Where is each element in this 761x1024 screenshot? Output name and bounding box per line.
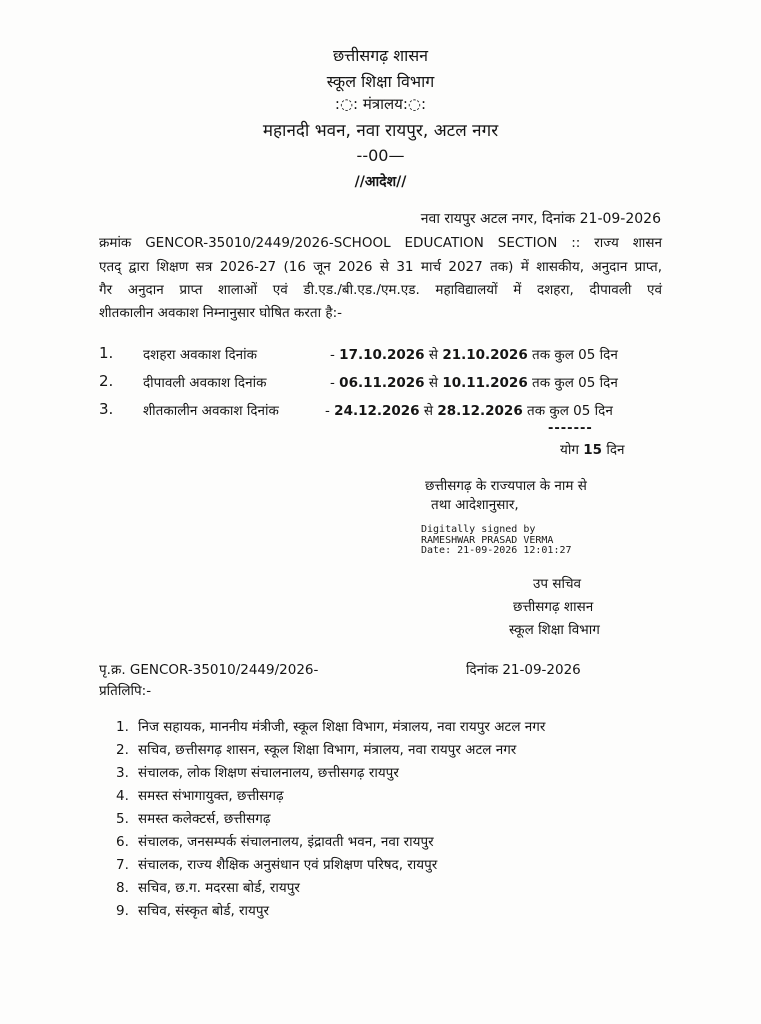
order-body-line-1: क्रमांक GENCOR-35010/2449/2026-SCHOOL EDUCATION SECTION :: राज्य शासन: [99, 235, 662, 251]
copy-item-number: 8.: [116, 880, 129, 896]
digital-signature-line-1: Digitally signed by: [421, 524, 536, 535]
copy-label: प्रतिलिपि:-: [99, 683, 152, 699]
copy-item-text: सचिव, छ.ग. मदरसा बोर्ड, रायपुर: [138, 880, 300, 896]
order-body-line-4: शीतकालीन अवकाश निम्नानुसार घोषित करता है:-: [99, 305, 343, 321]
holiday-dash: -: [330, 347, 335, 363]
copy-item-text: समस्त कलेक्टर्स, छत्तीसगढ़: [138, 811, 271, 827]
copy-item-number: 3.: [116, 765, 129, 781]
header-ministry: :◌: मंत्रालय:◌:: [334, 95, 427, 113]
holiday-total-days: तक कुल 05 दिन: [527, 403, 613, 419]
copy-item-number: 9.: [116, 903, 129, 919]
copy-item-text: संचालक, राज्य शैक्षिक अनुसंधान एवं प्रशिक्षण परिषद, रायपुर: [138, 857, 438, 873]
total-days: [560, 440, 625, 458]
signatory-department: स्कूल शिक्षा विभाग: [509, 622, 600, 638]
signatory-designation: उप सचिव: [533, 576, 582, 592]
order-body-line-3: गैर अनुदान प्राप्त शालाओं एवं डी.एड./बी.एड./एम.एड. महाविद्यालयों में दशहरा, दीपावली एवं: [99, 282, 662, 298]
endorsement-number: पृ.क्र. GENCOR-35010/2449/2026-: [99, 662, 319, 678]
digital-signature-line-3: Date: 21-09-2026 12:01:27: [421, 545, 572, 556]
holiday-number: 1.: [99, 344, 114, 362]
copy-list-item: [116, 832, 434, 850]
holiday-total-days: तक कुल 05 दिन: [532, 375, 618, 391]
copy-item-text: सचिव, छत्तीसगढ़ शासन, स्कूल शिक्षा विभाग, मंत्रालय, नवा रायपुर अटल नगर: [138, 742, 517, 758]
header-government: छत्तीसगढ़ शासन: [332, 46, 429, 65]
order-title: //आदेश//: [354, 174, 407, 190]
copy-list-item: [116, 809, 270, 827]
holiday-name: शीतकालीन अवकाश दिनांक: [143, 403, 279, 419]
holiday-to-date: 21.10.2026: [442, 347, 528, 363]
holiday-to-date: 10.11.2026: [442, 375, 528, 391]
total-label: योग: [560, 442, 579, 458]
copy-list-item: [116, 717, 545, 735]
holiday-dates: [330, 373, 618, 391]
holiday-number: 3.: [99, 400, 114, 418]
holiday-name: दीपावली अवकाश दिनांक: [143, 375, 267, 391]
total-value: 15: [583, 442, 603, 458]
copy-item-number: 5.: [116, 811, 129, 827]
copy-item-text: संचालक, लोक शिक्षण संचालनालय, छत्तीसगढ़ रायपुर: [138, 765, 399, 781]
total-unit: दिन: [606, 442, 625, 458]
copy-item-number: 4.: [116, 788, 129, 804]
header-separator: --00—: [356, 146, 405, 165]
place-date: नवा रायपुर अटल नगर, दिनांक 21-09-2026: [420, 211, 661, 227]
holiday-from-date: 24.12.2026: [334, 403, 420, 419]
digital-signature-line-2: RAMESHWAR PRASAD VERMA: [421, 535, 554, 546]
header-department: स्कूल शिक्षा विभाग: [326, 72, 435, 91]
signatory-government: छत्तीसगढ़ शासन: [513, 599, 594, 615]
copy-item-text: निज सहायक, माननीय मंत्रीजी, स्कूल शिक्षा विभाग, मंत्रालय, नवा रायपुर अटल नगर: [138, 719, 546, 735]
holiday-from-date: 06.11.2026: [339, 375, 425, 391]
endorsement-date: दिनांक 21-09-2026: [466, 662, 581, 678]
holiday-dates: [325, 401, 613, 419]
copy-item-number: 2.: [116, 742, 129, 758]
holiday-dash: -: [325, 403, 330, 419]
copy-item-number: 1.: [116, 719, 129, 735]
copy-item-text: समस्त संभागायुक्त, छत्तीसगढ़: [138, 788, 284, 804]
holiday-se: से: [428, 347, 439, 363]
copy-list-item: [116, 878, 300, 896]
copy-list-item: [116, 740, 516, 758]
copy-item-text: सचिव, संस्कृत बोर्ड, रायपुर: [138, 903, 270, 919]
copy-list-item: [116, 786, 284, 804]
holiday-total-days: तक कुल 05 दिन: [532, 347, 618, 363]
copy-list-item: [116, 901, 269, 919]
holiday-se: से: [428, 375, 439, 391]
copy-list-item: [116, 763, 399, 781]
authority-line-2: तथा आदेशानुसार,: [431, 497, 519, 513]
holiday-dash: -: [330, 375, 335, 391]
holiday-name: दशहरा अवकाश दिनांक: [143, 347, 258, 363]
authority-line-1: छत्तीसगढ़ के राज्यपाल के नाम से: [425, 478, 587, 494]
holiday-number: 2.: [99, 372, 114, 390]
holiday-dates: [330, 345, 618, 363]
holiday-from-date: 17.10.2026: [339, 347, 425, 363]
copy-item-number: 6.: [116, 834, 129, 850]
holiday-se: से: [423, 403, 434, 419]
header-address: महानदी भवन, नवा रायपुर, अटल नगर: [262, 121, 499, 141]
order-body-line-2: एतद् द्वारा शिक्षण सत्र 2026-27 (16 जून 2026 से 31 मार्च 2027 तक) में शासकीय, अनुदान प्राप्त,: [99, 259, 662, 275]
holiday-to-date: 28.12.2026: [437, 403, 523, 419]
total-rule: -------: [548, 421, 593, 436]
copy-list-item: [116, 855, 437, 873]
copy-item-number: 7.: [116, 857, 129, 873]
copy-item-text: संचालक, जनसम्पर्क संचालनालय, इंद्रावती भवन, नवा रायपुर: [138, 834, 434, 850]
